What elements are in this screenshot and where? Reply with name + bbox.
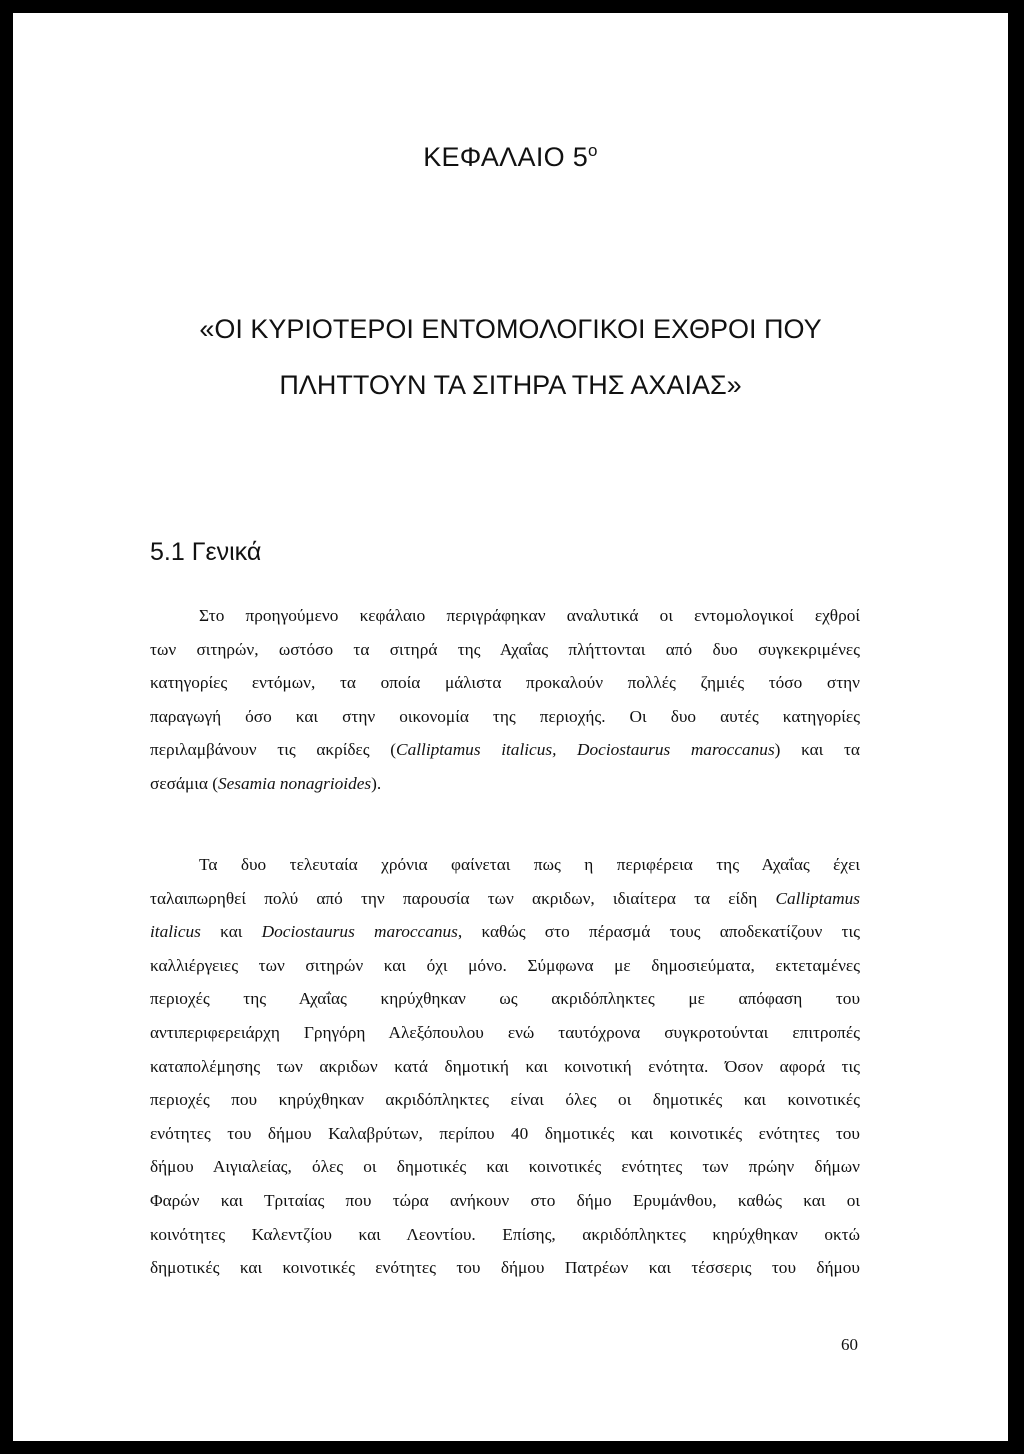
paragraph-2-line: καταπολέμησης των ακριδων κατά δημοτική και κοινοτική ενότητα. Όσον αφορά τις [150, 1056, 860, 1076]
paragraph-2-line: δήμου Αιγιαλείας, όλες οι δημοτικές και κοινοτικές ενότητες των πρώην δήμων [150, 1157, 860, 1177]
chapter-title-line-2: ΠΛΗΤΤΟΥΝ ΤΑ ΣΙΤΗΡΑ ΤΗΣ ΑΧΑΙΑΣ» [279, 370, 742, 400]
species-name: Sesamia nonagrioides [218, 773, 372, 793]
species-name: Calliptamus [775, 888, 860, 908]
section-heading: 5.1 Γενικά [150, 538, 262, 566]
species-name: italicus [150, 922, 201, 942]
paragraph-1-line [150, 733, 860, 767]
paragraph-2-line: αντιπεριφερειάρχη Γρηγόρη Αλεξόπουλου ενώ ταυτόχρονα συγκροτούνται επιτροπές [150, 1022, 860, 1042]
paragraph-2-line: κοινότητες Καλεντζίου και Λεοντίου. Επίσης, ακριδόπληκτες κηρύχθηκαν οκτώ [150, 1224, 860, 1244]
document-page [13, 13, 1008, 1441]
text-run: , καθώς στο πέρασμά τους αποδεκατίζουν τις [457, 922, 860, 942]
text-run: ) και τα [774, 740, 860, 760]
chapter-title [13, 301, 1008, 413]
chapter-label: ΚΕΦΑΛΑΙΟ 5 [423, 142, 589, 172]
text-run: ταλαιπωρηθεί πολύ από την παρουσία των ακριδων, ιδιαίτερα τα είδη [150, 888, 776, 908]
paragraph-2-line: Τα δυο τελευταία χρόνια φαίνεται πως η περιφέρεια της Αχαΐας έχει [199, 855, 860, 874]
text-run: ). [371, 773, 382, 793]
text-run: και [200, 922, 262, 942]
paragraph-2-line: περιοχές που κηρύχθηκαν ακριδόπληκτες είναι όλες οι δημοτικές και κοινοτικές [150, 1090, 860, 1110]
text-run: περιλαμβάνουν τις ακρίδες ( [150, 740, 397, 760]
paragraph-1-line: κατηγορίες εντόμων, τα οποία μάλιστα προκαλούν πολλές ζημιές τόσο στην [150, 673, 860, 693]
paragraph-2-line: δημοτικές και κοινοτικές ενότητες του δήμου Πατρέων και τέσσερις του δήμου [150, 1258, 860, 1278]
paragraph-1-line: των σιτηρών, ωστόσο τα σιτηρά της Αχαΐας πλήττονται από δυο συγκεκριμένες [150, 639, 860, 659]
paragraph-1-line: Στο προηγούμενο κεφάλαιο περιγράφηκαν αναλυτικά οι εντομολογικοί εχθροί [199, 606, 860, 625]
paragraph-2-line [150, 915, 860, 949]
paragraph-2-line [150, 882, 860, 916]
chapter-title-line-1: «ΟΙ ΚΥΡΙΟΤΕΡΟΙ ΕΝΤΟΜΟΛΟΓΙΚΟΙ ΕΧΘΡΟΙ ΠΟΥ [199, 314, 822, 344]
paragraph-2-line: Φαρών και Τριταίας που τώρα ανήκουν στο δήμο Ερυμάνθου, καθώς και οι [150, 1190, 860, 1210]
text-run: σεσάμια ( [150, 773, 218, 793]
paragraph-2-line: περιοχές της Αχαΐας κηρύχθηκαν ως ακριδόπληκτες με απόφαση του [150, 989, 860, 1009]
paragraph-2 [150, 848, 860, 1285]
paragraph-1-line: παραγωγή όσο και στην οικονομία της περιοχής. Οι δυο αυτές κατηγορίες [150, 706, 860, 726]
paragraph-1-line [150, 767, 860, 801]
page-number: 60 [841, 1335, 858, 1354]
species-name: Calliptamus italicus, Dociostaurus maroccanus [396, 740, 775, 760]
species-name: Dociostaurus maroccanus [261, 922, 458, 942]
paragraph-2-line: καλλιέργειες των σιτηρών και όχι μόνο. Σύμφωνα με δημοσιεύματα, εκτεταμένες [150, 955, 860, 975]
paragraph-1 [150, 599, 860, 801]
chapter-superscript: ο [588, 141, 598, 160]
chapter-heading [13, 141, 1008, 173]
paragraph-2-line: ενότητες του δήμου Καλαβρύτων, περίπου 40 δημοτικές και κοινοτικές ενότητες του [150, 1123, 860, 1143]
